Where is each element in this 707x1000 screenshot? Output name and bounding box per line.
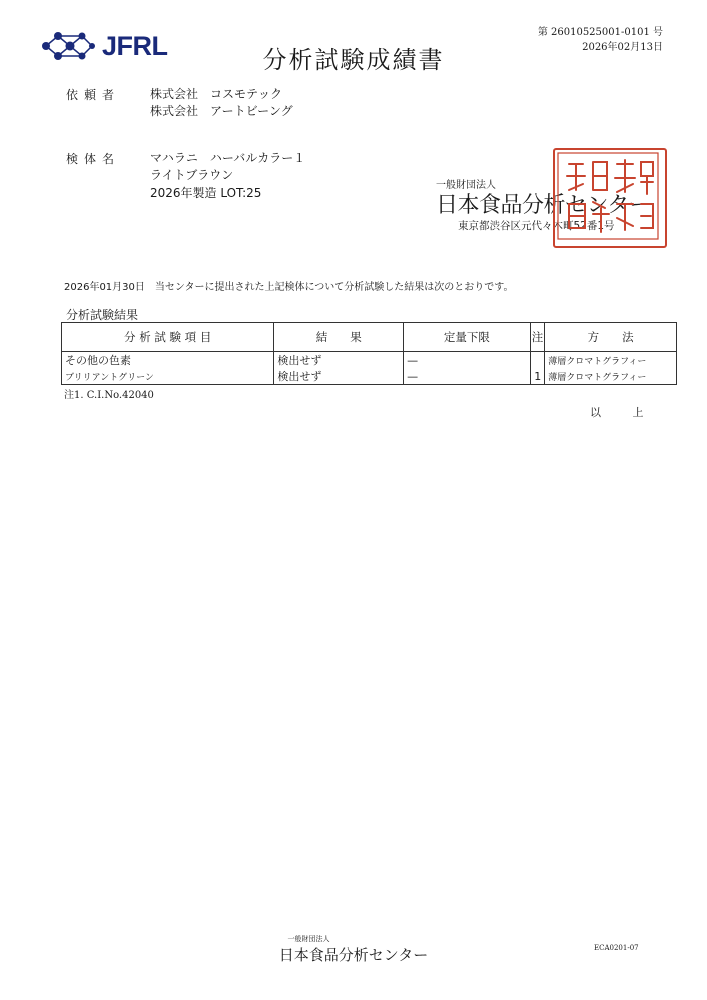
header-limit: 定量下限 xyxy=(404,323,531,352)
cell-result: 検出せず xyxy=(274,368,404,385)
footer-issuer-type: 一般財団法人 xyxy=(287,935,330,943)
issuer-address: 東京都渋谷区元代々木町52番1号 xyxy=(458,220,615,232)
results-header-row xyxy=(62,323,677,352)
form-number: ECA0201-07 xyxy=(594,944,639,952)
sample-lot: 2026年製造 LOT:25 xyxy=(150,185,262,200)
issuer-name: 日本食品分析センター xyxy=(436,193,651,218)
client-label: 依頼者 xyxy=(66,88,121,102)
client-names xyxy=(150,86,293,121)
intro-statement: 2026年01月30日 当センターに提出された上記検体について分析試験した結果は次のとおりです。 xyxy=(64,282,514,293)
cell-limit: — xyxy=(404,352,531,369)
cell-note xyxy=(530,352,545,369)
document-date: 2026年02月13日 xyxy=(582,41,663,53)
cell-method: 薄層クロマトグラフィー xyxy=(545,352,677,369)
results-section-title: 分析試験結果 xyxy=(66,308,139,322)
cell-result: 検出せず xyxy=(274,352,404,369)
official-seal-stamp xyxy=(553,148,667,248)
sample-label: 検体名 xyxy=(66,152,121,166)
cell-note: 1 xyxy=(530,368,545,385)
logo-text: JFRL xyxy=(102,30,168,61)
client-name-1: 株式会社 コスモテック xyxy=(150,87,283,101)
sample-name: マハラニ ハーバルカラー１ xyxy=(150,151,306,165)
seal-icon xyxy=(555,150,661,242)
results-table xyxy=(61,322,677,385)
document-title: 分析試験成績書 xyxy=(262,46,445,74)
issuer-type: 一般財団法人 xyxy=(436,180,496,191)
header-item: 分 析 試 験 項 目 xyxy=(62,323,274,352)
client-name-2: 株式会社 アートビーング xyxy=(150,104,293,119)
cell-item: ブリリアントグリーン xyxy=(62,368,274,385)
sample-color: ライトブラウン xyxy=(150,168,234,183)
header-method: 方 法 xyxy=(545,323,677,352)
cell-item: その他の色素 xyxy=(62,352,274,369)
sample-details xyxy=(150,150,305,202)
table-row xyxy=(62,368,677,385)
document-number: 第 26010525001-0101 号 xyxy=(537,27,663,38)
header-result: 結 果 xyxy=(274,323,404,352)
document-meta xyxy=(538,26,663,55)
table-row xyxy=(62,352,677,369)
cell-limit: — xyxy=(404,368,531,385)
header-note: 注 xyxy=(530,323,545,352)
end-mark: 以 上 xyxy=(590,406,658,419)
footer-issuer-name: 日本食品分析センター xyxy=(278,946,429,964)
cell-method: 薄層クロマトグラフィー xyxy=(545,368,677,385)
footnote: 注1. C.I.No.42040 xyxy=(64,390,154,401)
